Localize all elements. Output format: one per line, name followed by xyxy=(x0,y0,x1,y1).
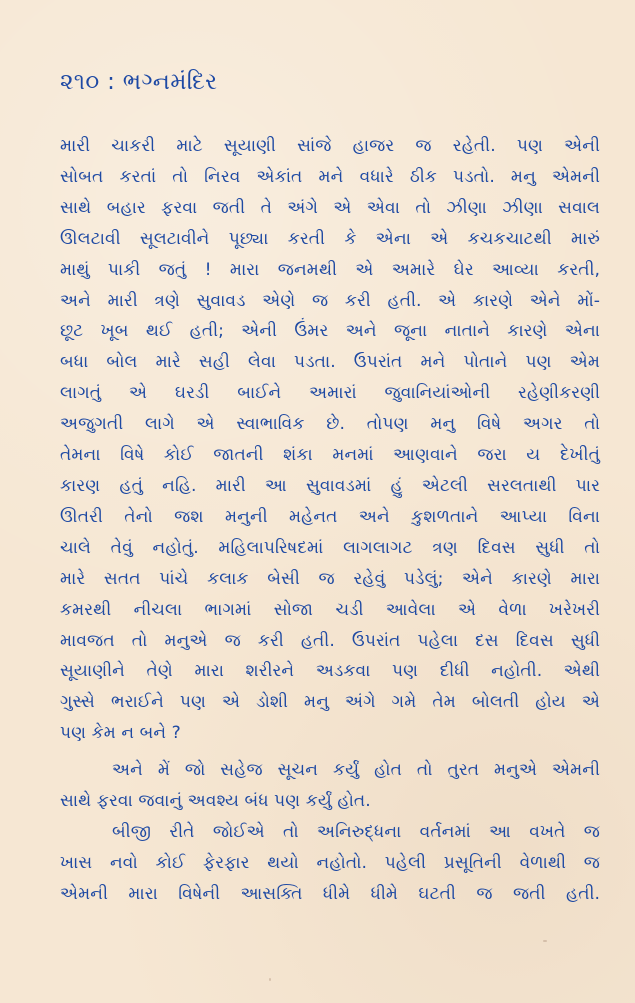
text-line: એમની મારા વિષેની આસક્તિ ધીમે ધીમે ઘટતી જ જતી હતી. xyxy=(60,883,600,904)
text-line: બધા બોલ મારે સહી લેવા પડતા. ઉપરાંત મને પોતાને પણ એમ xyxy=(60,352,600,373)
text-line: સાથે ફરવા જવાનું અવશ્ય બંધ પણ કર્યું હોત. xyxy=(60,791,371,812)
body-text xyxy=(60,131,600,910)
text-line: ઊતરી તેનો જશ મનુની મહેનત અને કુશળતાને આપ્યા વિના xyxy=(60,506,600,527)
text-line: ખાસ નવો કોઈ ફેરફાર થયો નહોતો. પહેલી પ્રસૂતિની વેળાથી જ xyxy=(60,852,600,873)
page-header: ૨૧૦ : ભગ્નમંદિર xyxy=(60,69,218,95)
text-line: છૂટ ખૂબ થઈ હતી; એની ઉંમર અને જૂના નાતાને કારણે એના xyxy=(60,321,600,342)
text-line: લાગતું એ ઘરડી બાઈને અમારાં જુવાનિયાંઓની રહેણીકરણી xyxy=(60,383,600,404)
paper-speck xyxy=(543,940,547,942)
text-line: સાથે બહાર ફરવા જતી તે અંગે એ એવા તો ઝીણા ઝીણા સવાલ xyxy=(60,197,600,218)
text-line: કારણ હતું નહિ. મારી આ સુવાવડમાં હું એટલી સરલતાથી પાર xyxy=(60,475,600,496)
paragraph-2 xyxy=(60,755,600,817)
text-line: ગુસ્સે ભરાઈને પણ એ ડોશી મનુ અંગે ગમે તેમ બોલતી હોય એ xyxy=(60,692,600,713)
text-line: અજુગતી લાગે એ સ્વાભાવિક છે. તોપણ મનુ વિષે અગર તો xyxy=(60,414,600,435)
text-line: પણ કેમ ન બને ? xyxy=(60,723,181,744)
text-line: ચાલે તેવું નહોતું. મહિલાપરિષદમાં લાગલાગટ ત્રણ દિવસ સુધી તો xyxy=(60,537,600,558)
paragraph-1 xyxy=(60,131,600,749)
paragraph-3 xyxy=(60,817,600,910)
text-line: અને મારી ત્રણે સુવાવડ એણે જ કરી હતી. એ કારણે એને મોં- xyxy=(60,290,600,311)
text-line: અને મેં જો સહેજ સૂચન કર્યું હોત તો તુરત મનુએ એમની xyxy=(112,760,600,781)
text-line: માવજત તો મનુએ જ કરી હતી. ઉપરાંત પહેલા દસ દિવસ સુધી xyxy=(60,630,600,651)
text-line: માથું પાકી જતું ! મારા જનમથી એ અમારે ઘેર આવ્યા કરતી, xyxy=(60,259,600,280)
paper-speck xyxy=(269,978,271,981)
text-line: કમરથી નીચલા ભાગમાં સોજા ચડી આવેલા એ વેળા ખરેખરી xyxy=(60,599,600,620)
text-line: બીજી રીતે જોઈએ તો અનિરુદ્ધના વર્તનમાં આ વખતે જ xyxy=(112,821,600,842)
text-line: સોબત કરતાં તો નિરવ એકાંત મને વધારે ઠીક પડતો. મનુ એમની xyxy=(60,166,600,187)
text-line: મારે સતત પાંચે કલાક બેસી જ રહેવું પડેલું; એને કારણે મારા xyxy=(60,568,600,589)
text-line: ઊલટાવી સૂલટાવીને પૂછ્યા કરતી કે એના એ કચકચાટથી મારું xyxy=(60,228,600,249)
text-line: સૂયાણીને તેણે મારા શરીરને અડકવા પણ દીધી નહોતી. એથી xyxy=(60,661,600,682)
text-line: તેમના વિષે કોઈ જાતની શંકા મનમાં આણવાને જરા ય દેખીતું xyxy=(60,445,600,466)
text-line: મારી ચાકરી માટે સૂયાણી સાંજે હાજર જ રહેતી. પણ એની xyxy=(60,136,600,156)
